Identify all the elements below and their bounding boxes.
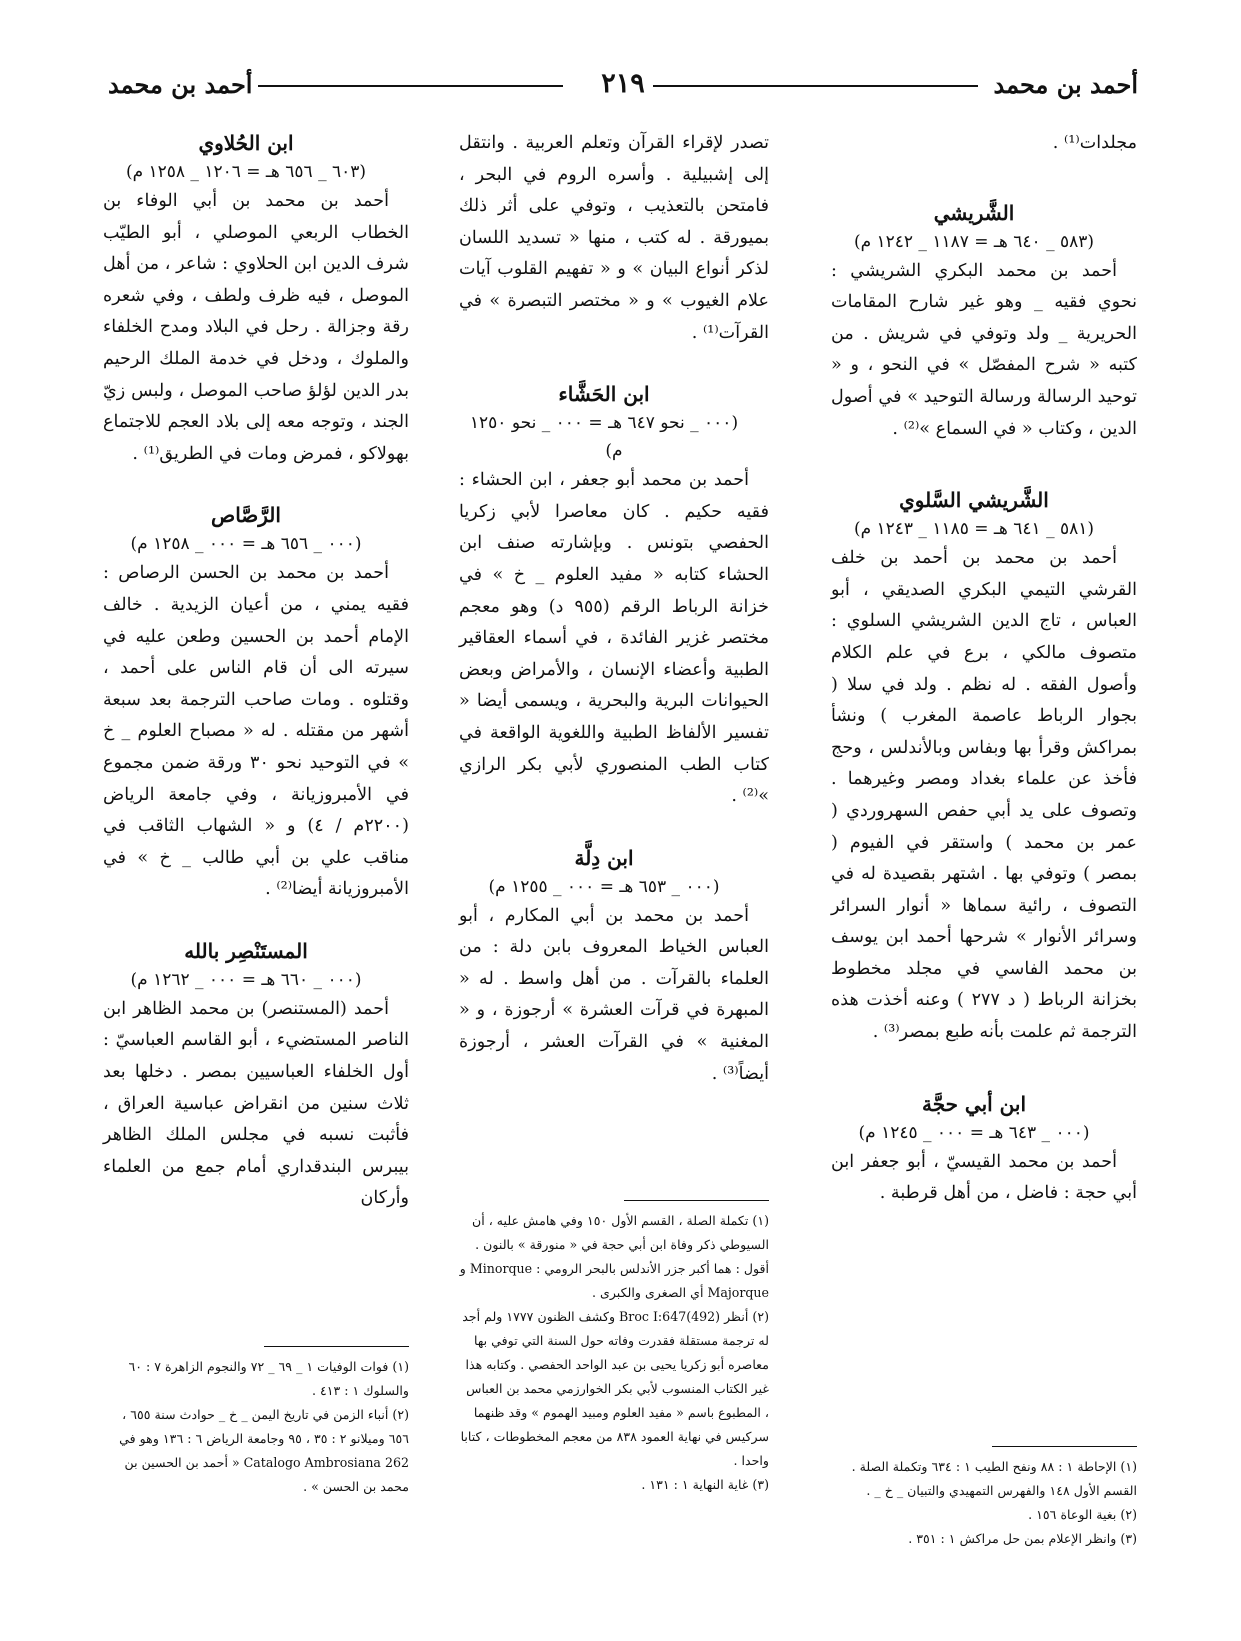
column-left — [103, 128, 409, 1215]
entry-title: المستَنْصِر بالله — [184, 938, 308, 963]
footnote: (١) الإحاطة ١ : ٨٨ ونفح الطيب ١ : ٦٣٤ وتكملة الصلة . القسم الأول ١٤٨ والفهرس التمهيدي والتبيان _ خ _ . — [851, 1459, 1137, 1498]
footnote: (١) تكملة الصلة ، القسم الأول ١٥٠ وفي هامش عليه ، أن السيوطي ذكر وفاة ابن أبي حجة في « منورقة » بالنون . أقول : هما أكبر جزر الأندلس بالبحر الرومي : Minorque و Majorque أي الصغرى والكبرى . — [459, 1213, 769, 1300]
entry-title: ابن أبي حجَّة — [921, 1091, 1027, 1116]
entry-body: أحمد بن محمد بن أبي الوفاء بن الخطاب الربعي الموصلي ، أبو الطيّب شرف الدين ابن الحلاوي : شاعر ، من أهل الموصل ، فيه ظرف ولطف ، وفي شعره رقة وجزالة . رحل في البلاد ومدح الخلفاء والملوك ، ودخل في خدمة الملك الرحيم بدر الدين لؤلؤ صاحب الموصل ، ولبس زيّ الجند ، وتوجه معه إلى بلاد العجم للاجتماع بهولاكو ، فمرض ومات في الطريق⁽¹⁾ . — [103, 191, 409, 464]
column-middle — [459, 128, 769, 1090]
footnote: (٢) بغية الوعاة ١٥٦ . — [1028, 1507, 1137, 1522]
entry-ibn-dilla — [459, 843, 769, 1091]
entry-al-mustansir-billah — [103, 936, 409, 1215]
entry-ibn-al-hashsha — [459, 379, 769, 813]
footnote: (٢) أنباء الزمن في تاريخ اليمن _ خ _ حوادث سنة ٦٥٥ ، ٦٥٦ وميلانو ٢ : ٣٥ ، ٩٥ وجامعة الرياض ٦ : ١٣٦ وهو في Catalogo Ambrosiana 262 « أحمد بن الحسين بن محمد بن الحسن » . — [119, 1407, 409, 1494]
entry-dates: (٠٠٠ _ نحو ٦٤٧ هـ = ٠٠٠ _ نحو ١٢٥٠ م) — [469, 413, 739, 462]
entry-dates: (٠٠٠ _ ٦٦٠ هـ = ٠٠٠ _ ١٢٦٢ م) — [130, 969, 362, 990]
footnote-separator — [624, 1200, 769, 1201]
continuation-text: مجلدات⁽¹⁾ . — [1052, 133, 1137, 153]
entry-title: الشَّريشي — [933, 200, 1015, 225]
entry-body: أحمد بن محمد أبو جعفر ، ابن الحشاء : فقيه حكيم . كان معاصرا لأبي زكريا الحفصي بتونس . وبإشارته صنف ابن الحشاء كتابه « مفيد العلوم _ خ » في خزانة الرباط الرقم (٩٥٥ د) وهو معجم مختصر غزير الفائدة ، في أسماء العقاقير الطبية وأعضاء الإنسان ، والأمراض وبعض الحيوانات البرية والبحرية ، ويسمى أيضا « تفسير الألفاظ الطبية واللغوية الواقعة في كتاب الطب المنصوري لأبي بكر الرازي »⁽²⁾ . — [459, 470, 769, 807]
entry-title: ابن الحَشَّاء — [558, 382, 650, 407]
entry-body: أحمد بن محمد القيسيّ ، أبو جعفر ابن أبي حجة : فاضل ، من أهل قرطبة . — [831, 1151, 1137, 1204]
entry-body: أحمد بن محمد بن أحمد بن خلف القرشي التيمي البكري الصديقي ، أبو العباس ، تاج الدين الشريشي السلوي : متصوف مالكي ، برع في علم الكلام وأصول الفقه . له نظم . ولد في سلا ( بجوار الرباط عاصمة المغرب ) ونشأ بمراكش وقرأ بها وبفاس وبالأندلس ، وحج فأخذ عن علماء بغداد ومصر وغيرهما . وتصوف على يد أبي حفص السهروردي ( عمر بن محمد ) واستقر في الفيوم ( بمصر ) وتوفي بها . اشتهر بقصيدة له في التصوف ، رائية سماها « أنوار السرائر وسرائر الأنوار » شرحها أحمد ابن يوسف بن محمد الفاسي في مجلد مخطوط بخزانة الرباط ( د ٢٧٧ ) وعنه أخذت هذه الترجمة ثم علمت بأنه طبع بمصر⁽³⁾ . — [831, 548, 1138, 1043]
footnote: (٣) وانظر الإعلام بمن حل مراكش ١ : ٣٥١ . — [908, 1531, 1137, 1546]
column-right — [831, 128, 1137, 1210]
entry-body: أحمد بن محمد البكري الشريشي : نحوي فقيه _ وهو غير شارح المقامات الحريرية _ ولد وتوفي في شريش . من كتبه « شرح المفصّل » في النحو ، و « توحيد الرسالة ورسالة التوحيد » في أصول الدين ، وكتاب « في السماع »⁽²⁾ . — [831, 260, 1137, 439]
entry-dates: (٠٠٠ _ ٦٥٣ هـ = ٠٠٠ _ ١٢٥٥ م) — [488, 876, 720, 897]
footnote: (٣) غاية النهاية ١ : ١٣١ . — [641, 1477, 769, 1492]
header-rule-right — [653, 85, 978, 87]
entry-body: أحمد (المستنصر) بن محمد الظاهر ابن الناصر المستضيء ، أبو القاسم العباسيّ : أول الخلفاء العباسيين بمصر . دخلها بعد ثلاث سنين من انقراض عباسية العراق ، فأثبت نسبه في مجلس الملك الظاهر بيبرس البندقداري أمام جمع من العلماء وأركان — [103, 998, 409, 1209]
footnotes-right — [827, 1446, 1137, 1551]
entry-title: الشَّريشي السَّلوي — [899, 488, 1049, 513]
entry-shurayshi-salawi — [831, 485, 1137, 1049]
entry-ibn-al-halawi — [103, 128, 409, 470]
entry-dates: (٥٨١ _ ٦٤١ هـ = ١١٨٥ _ ١٢٤٣ م) — [853, 519, 1095, 540]
entry-al-rassas — [103, 500, 409, 906]
footnote-separator — [264, 1346, 409, 1347]
entry-title: ابن دِلَّة — [574, 845, 634, 870]
entry-title: الرَّصَّاص — [211, 503, 281, 528]
entry-title: ابن الحُلاوي — [198, 131, 294, 155]
entry-shurayshi — [831, 198, 1137, 446]
footnote: (٢) أنظر Broc I:647(492) وكشف الظنون ١٧٧٧ ولم أجد له ترجمة مستقلة فقدرت وفاته حول السنة التي توفي بها معاصره أبو زكريا يحيى بن عبد الواحد الحفصي . وكتابه هذا غير الكتاب المنسوب لأبي بكر الخوارزمي محمد بن العباس ، المطبوع باسم « مفيد العلوم ومبيد الهموم » وقد ظنهما سركيس في نهاية العمود ٨٣٨ من معجم المخطوطات ، كتابا واحدا . — [460, 1309, 769, 1468]
page-number: ٢١٩ — [601, 68, 645, 99]
running-header — [108, 70, 1138, 104]
running-title-right: أحمد بن محمد — [993, 70, 1138, 99]
entry-dates: (٦٠٣ _ ٦٥٦ هـ = ١٢٠٦ _ ١٢٥٨ م) — [125, 162, 367, 182]
footnote: (١) فوات الوفيات ١ _ ٦٩ _ ٧٢ والنجوم الزاهرة ٧ : ٦٠ والسلوك ١ : ٤١٣ . — [128, 1359, 409, 1398]
entry-dates: (٠٠٠ _ ٦٤٣ هـ = ٠٠٠ _ ١٢٤٥ م) — [858, 1122, 1090, 1143]
entry-dates: (٠٠٠ _ ٦٥٦ هـ = ٠٠٠ _ ١٢٥٨ م) — [130, 534, 362, 555]
continuation-text: تصدر لإقراء القرآن وتعلم العربية . وانتقل إلى إشبيلية . وأسره الروم في البحر ، فامتحن بالتعذيب ، وتوفي على أثر ذلك بميورقة . له كتب ، منها « تسديد اللسان لذكر أنواع البيان » و « تفهيم القلوب آيات علام الغيوب » و « مختصر التبصرة » في القرآت⁽¹⁾ . — [459, 133, 769, 343]
footnotes-middle — [459, 1200, 769, 1497]
footnote-separator — [992, 1446, 1137, 1447]
entry-dates: (٥٨٣ _ ٦٤٠ هـ = ١١٨٧ _ ١٢٤٢ م) — [853, 231, 1095, 252]
running-title-left: أحمد بن محمد — [108, 70, 253, 99]
footnotes-left — [103, 1346, 409, 1499]
entry-body: أحمد بن محمد بن الحسن الرصاص : فقيه يمني ، من أعيان الزيدية . خالف الإمام أحمد بن الحسين وطعن عليه في سيرته الى أن قام الناس على أحمد ، وقتلوه . ومات صاحب الترجمة بعد سبعة أشهر من مقتله . له « مصباح العلوم _ خ » في التوحيد نحو ٣٠ ورقة ضمن مجموع في الأمبروزيانة ، وفي جامعة الرياض (٢٢٠٠م / ٤) و « الشهاب الثاقب في مناقب علي بن أبي طالب _ خ » في الأمبروزيانة أيضا⁽²⁾ . — [103, 563, 410, 900]
entry-body: أحمد بن محمد بن أبي المكارم ، أبو العباس الخياط المعروف بابن دلة : من العلماء بالقرآت . من أهل واسط . له « المبهرة في قرآت العشرة » أرجوزة ، و « المغنية » في القرآت العشر ، أرجوزة أيضاً⁽³⁾ . — [459, 905, 769, 1084]
entry-ibn-abi-hajja — [831, 1089, 1137, 1210]
